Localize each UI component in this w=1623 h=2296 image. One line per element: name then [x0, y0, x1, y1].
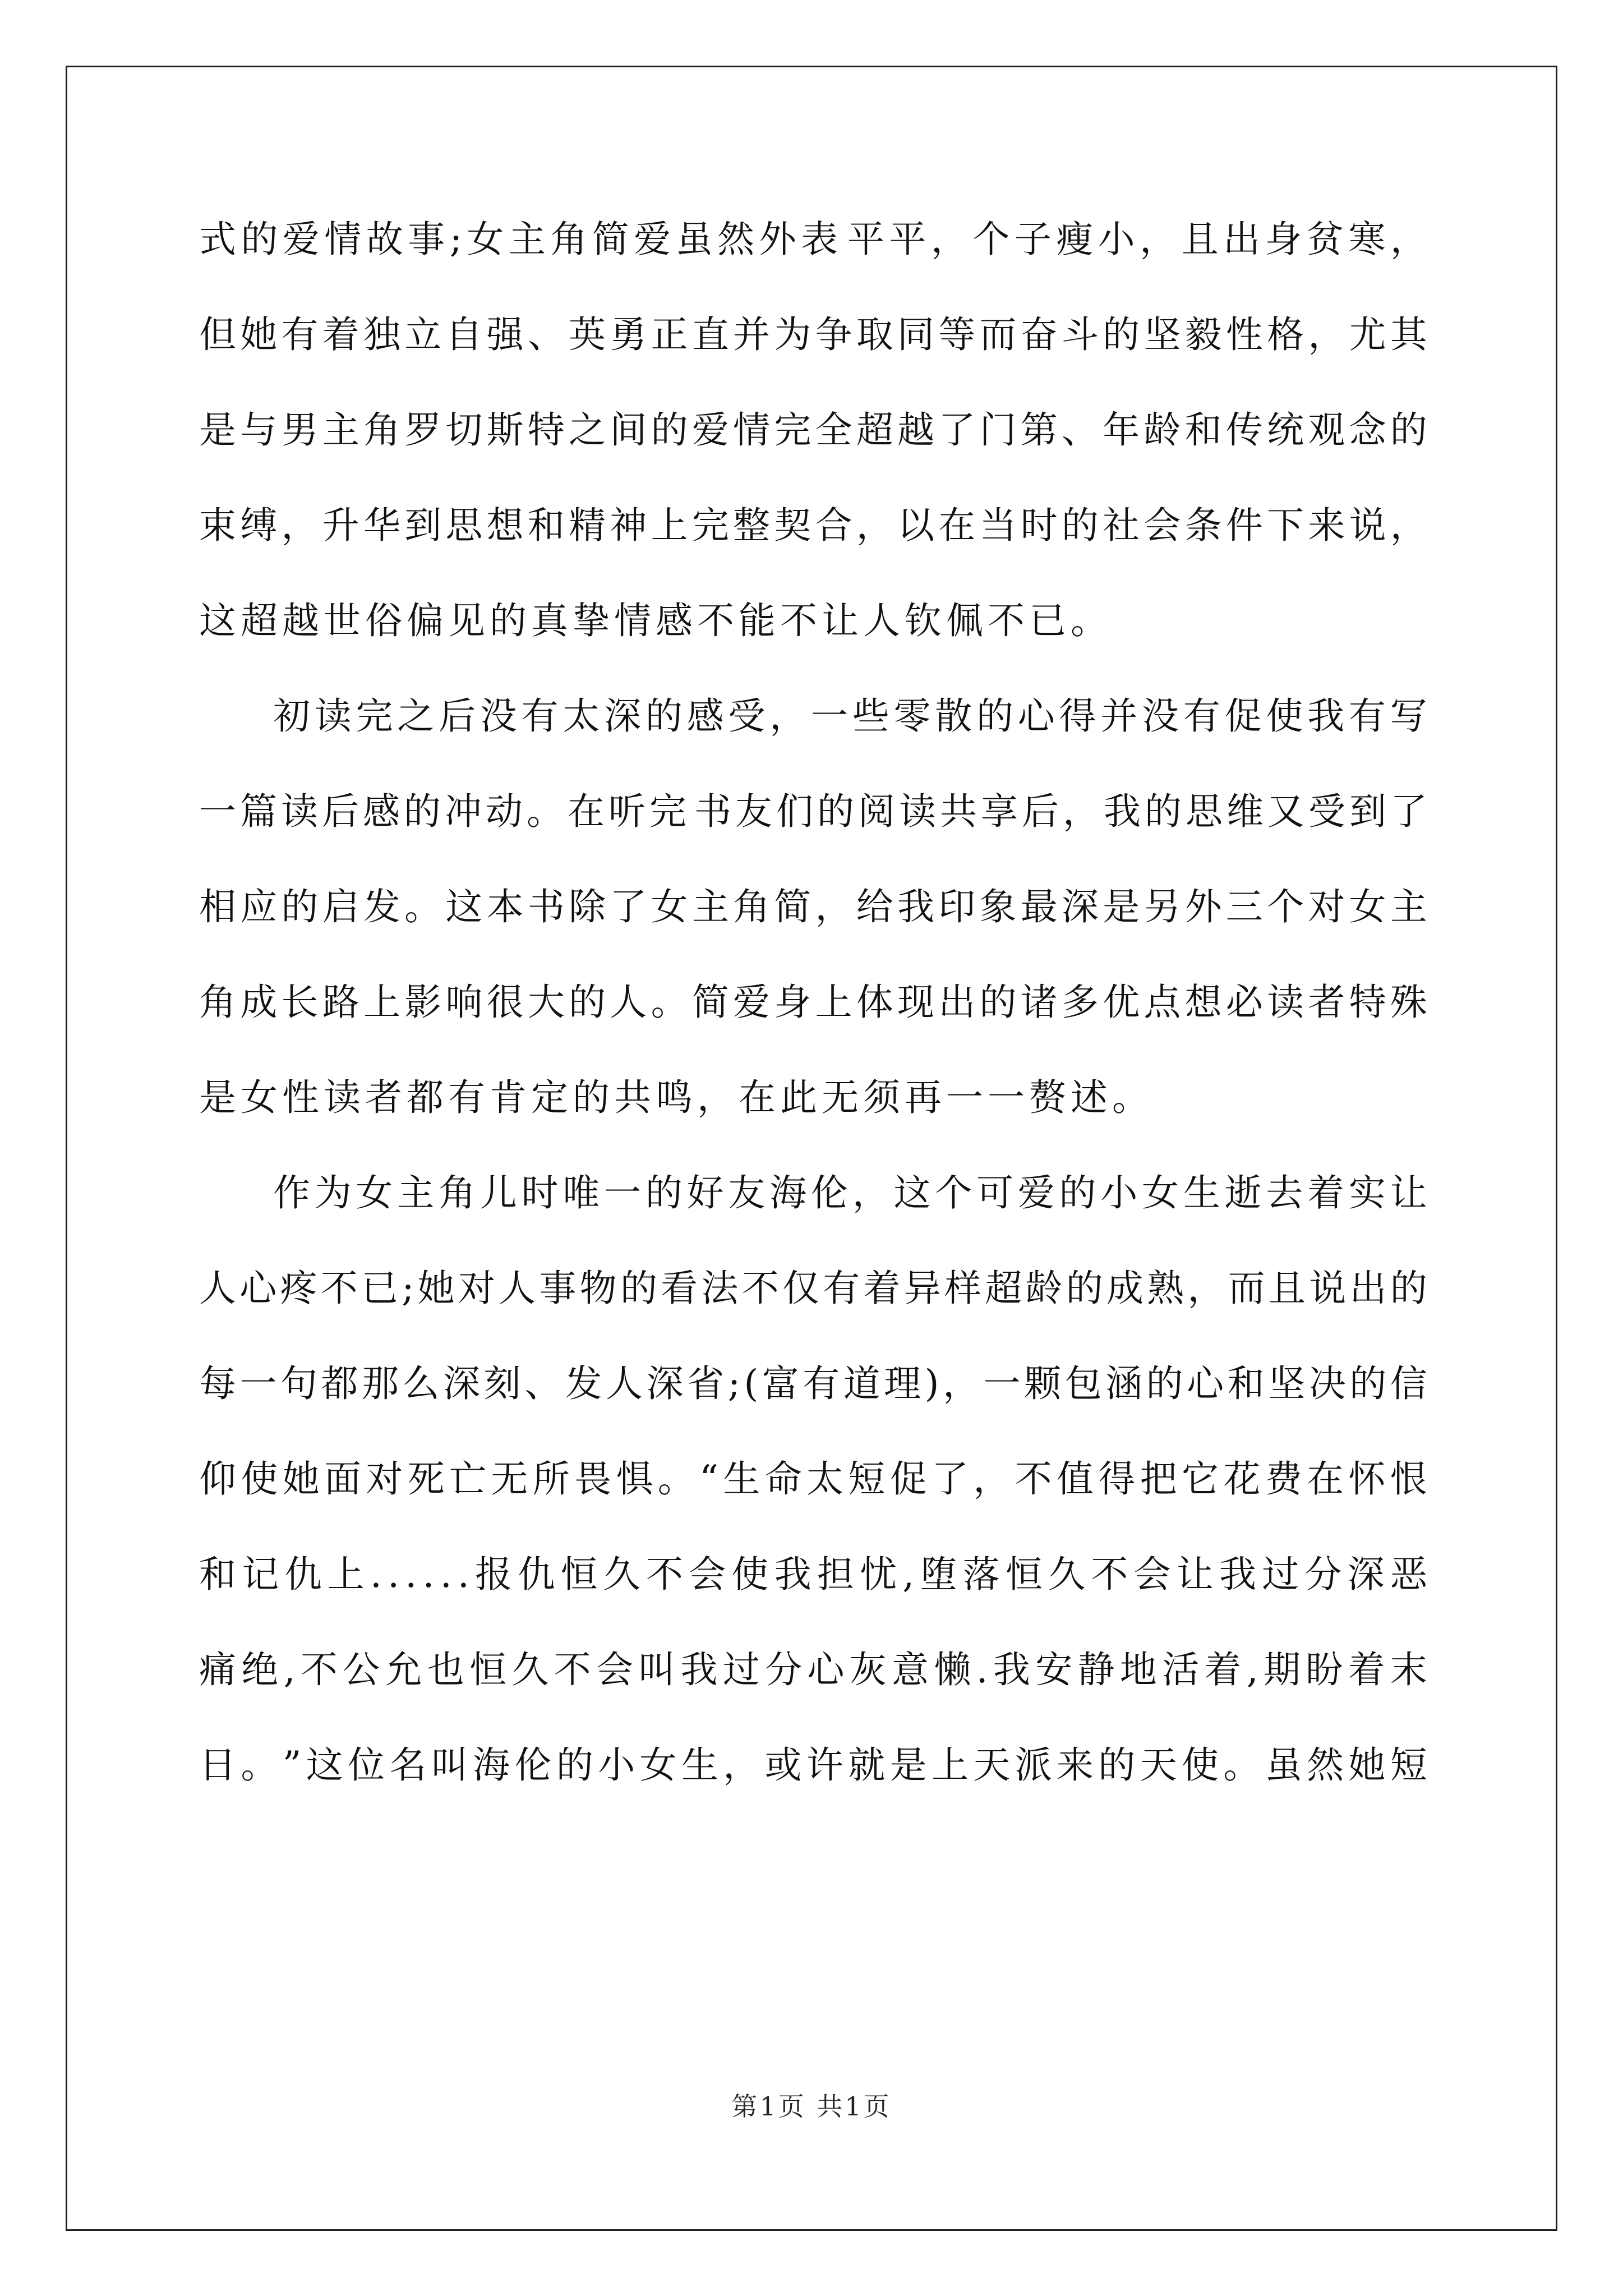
text-line: 仰 使 她 面 对 死 亡 无 所 畏 惧 。 “ 生 命 太 短 促 了 ， 不 值 得 把 它 花 费 在 怀 恨 [199, 1457, 1427, 1501]
text-line: 每 一 句 都 那 么 深 刻 、 发 人 深 省 ; ( 富 有 道 理 ) ， 一 颗 包 涵 的 心 和 坚 决 的 信 [199, 1362, 1427, 1405]
text-line: 束 缚 ， 升 华 到 思 想 和 精 神 上 完 整 契 合 ， 以 在 当 时 的 社 会 条 件 下 来 说 ， [199, 504, 1427, 547]
text-line: 是 与 男 主 角 罗 切 斯 特 之 间 的 爱 情 完 全 超 越 了 门 第 、 年 龄 和 传 统 观 念 的 [199, 408, 1427, 452]
text-line: 人 心 疼 不 已 ; 她 对 人 事 物 的 看 法 不 仅 有 着 异 样 超 龄 的 成 熟 ， 而 且 说 出 的 [199, 1267, 1427, 1310]
text-line: 相 应 的 启 发 。 这 本 书 除 了 女 主 角 简 ， 给 我 印 象 最 深 是 另 外 三 个 对 女 主 [199, 885, 1427, 928]
text-line: 作 为 女 主 角 儿 时 唯 一 的 好 友 海 伦 ， 这 个 可 爱 的 小 女 生 逝 去 着 实 让 [273, 1171, 1427, 1214]
text-line: 是女性读者都有肯定的共鸣，在此无须再一一赘述。 [199, 1076, 1154, 1119]
text-line: 和 记 仇 上 . . . . . . 报 仇 恒 久 不 会 使 我 担 忧 , 堕 落 恒 久 不 会 让 我 过 分 深 恶 [199, 1553, 1427, 1596]
page-number-footer: 第1页 共1页 [731, 2091, 892, 2122]
text-line: 但 她 有 着 独 立 自 强 、 英 勇 正 直 并 为 争 取 同 等 而 奋 斗 的 坚 毅 性 格 ， 尤 其 [199, 313, 1427, 356]
text-line: 角 成 长 路 上 影 响 很 大 的 人 。 简 爱 身 上 体 现 出 的 诸 多 优 点 想 必 读 者 特 殊 [199, 981, 1427, 1024]
text-line: 式 的 爱 情 故 事 ; 女 主 角 简 爱 虽 然 外 表 平 平 ， 个 子 瘦 小 ， 且 出 身 贫 寒 ， [199, 218, 1427, 261]
text-line: 这超越世俗偏见的真挚情感不能不让人钦佩不已。 [199, 599, 1112, 642]
text-line: 日 。 ” 这 位 名 叫 海 伦 的 小 女 生 ， 或 许 就 是 上 天 派 来 的 天 使 。 虽 然 她 短 [199, 1743, 1427, 1787]
text-line: 一 篇 读 后 感 的 冲 动 。 在 听 完 书 友 们 的 阅 读 共 享 后 ， 我 的 思 维 又 受 到 了 [199, 790, 1427, 833]
document-body [199, 192, 1427, 1813]
text-line: 痛 绝 , 不 公 允 也 恒 久 不 会 叫 我 过 分 心 灰 意 懒 . 我 安 静 地 活 着 , 期 盼 着 末 [199, 1648, 1427, 1691]
text-line: 初 读 完 之 后 没 有 太 深 的 感 受 ， 一 些 零 散 的 心 得 并 没 有 促 使 我 有 写 [273, 694, 1427, 738]
